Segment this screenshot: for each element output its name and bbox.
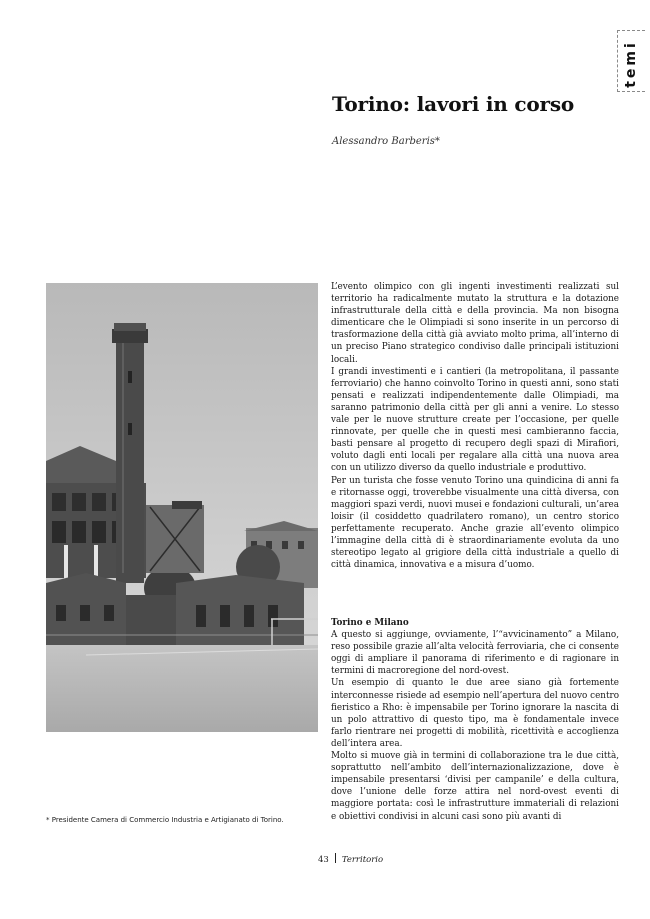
body-paragraph: Un esempio di quanto le due aree siano già fortemente interconnesse risiede ad esempio nell’apertura del nuovo centro fieristico a Rho: è impensabile per Torino ignorare la nascita di un polo attrattivo di questo tipo, ma è fondamentale invece farlo rientrare nei progetti di mobilità, ricettività e accoglienza dell’intera area.	[331, 678, 619, 749]
body-paragraph: A questo si aggiunge, ovviamente, l’“avvicinamento” a Milano, reso possibile grazie all’alta velocità ferroviaria, che ci consente oggi di ampliare il panorama di riferimento e di ragionare in termini di macroregione del nord-ovest.	[331, 630, 619, 677]
body-paragraph: L’evento olimpico con gli ingenti investimenti realizzati sul territorio ha radicalmente mutato la struttura e la dotazione infrastrutturale della città e della provincia. Ma non bisogna dimenticare che le Olimpiadi si sono inserite in un percorso di trasformazione della città già avviato molto prima, all’interno di un preciso Piano strategico condiviso dalle principali istituzioni locali.	[331, 282, 619, 365]
body-paragraph: Molto si muove già in termini di collaborazione tra le due città, soprattutto nell’ambito dell’internazionalizzazione, dove è impensabile presentarsi ‘divisi per campanile’ e della cultura, dove l’unione delle forze attira nel nord-ovest eventi di maggiore portata: così le infrastrutture immateriali di relazioni e obiettivi condivisi in alcuni casi sono più avanti di	[331, 751, 619, 822]
section-tag: temi	[623, 40, 639, 88]
footer-divider	[335, 853, 336, 863]
industrial-chimney-photo	[46, 283, 318, 732]
body-paragraph: I grandi investimenti e i cantieri (la metropolitana, il passante ferroviario) che hanno coinvolto Torino in questi anni, sono stati pensati e realizzati indipendentemente dalle Olimpiadi, ma saranno patrimonio della città per gli anni a venire. Lo stesso vale per le nuove strutture create per l’occasione, per quelle rinnovate, per quelle che in questi mesi cambieranno faccia, basti pensare al progetto di recupero degli spazi di Mirafiori, voluto dagli enti locali per regalare alla città una nuova area con un utilizzo diverso da quello industriale e produttivo.	[331, 366, 619, 474]
article-title: Torino: lavori in corso	[332, 92, 575, 116]
body-text-column-1	[331, 281, 619, 571]
body-text-column-2	[331, 617, 619, 823]
article-author: Alessandro Barberis*	[332, 136, 440, 147]
section-name: Territorio	[341, 855, 384, 865]
body-paragraph: Per un turista che fosse venuto Torino una quindicina di anni fa e ritornasse oggi, troverebbe visualmente una città diversa, con maggiori spazi verdi, nuovi musei e fondazioni culturali, un’area loisir (il cosiddetto quadrilatero romano), un centro storico perfettamente recuperato. Anche grazie all’evento olimpico l’immagine della città di è straordinariamente evoluta da uno stereotipo legato al grigiore della città industriale a quello di città dinamica, innovativa e a misura d’uomo.	[331, 475, 619, 571]
section-subheading: Torino e Milano	[331, 618, 409, 628]
author-footnote: * Presidente Camera di Commercio Industria e Artigianato di Torino.	[46, 816, 284, 824]
page-number: 43	[318, 855, 329, 865]
page-footer	[318, 853, 383, 865]
